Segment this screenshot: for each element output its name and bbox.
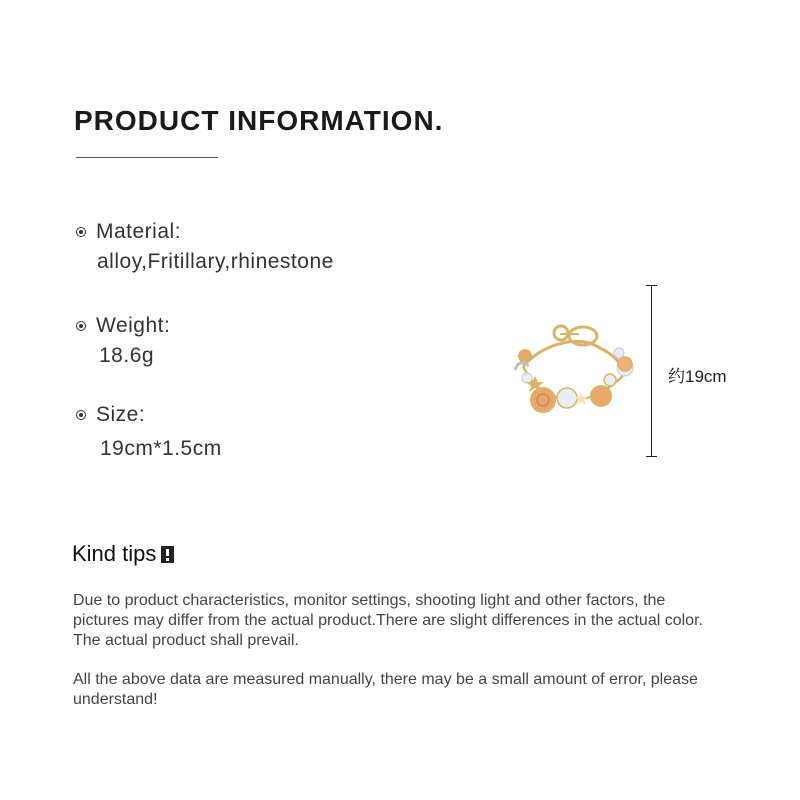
page-title: PRODUCT INFORMATION. — [74, 105, 444, 136]
spec-weight — [76, 312, 170, 368]
exclamation-icon — [161, 546, 174, 563]
spec-label: Material: — [96, 220, 182, 243]
bullet-icon — [76, 410, 86, 420]
tips-paragraph: All the above data are measured manually, there may be a small amount of error, please understand! — [73, 671, 698, 708]
bullet-icon — [76, 227, 86, 237]
spec-material — [76, 218, 334, 274]
measurement-line — [651, 285, 652, 457]
spec-label: Size: — [96, 403, 146, 426]
measurement-cap-top — [646, 285, 657, 286]
spec-value: alloy,Fritillary,rhinestone — [97, 250, 334, 273]
tips-paragraph: Due to product characteristics, monitor settings, shooting light and other factors, the pictures may differ from the actual product.There are slight differences in the actual color. The actual product shall prevail. — [73, 592, 703, 649]
bracelet-image — [505, 318, 645, 418]
measurement-label: 约19cm — [668, 367, 727, 386]
spec-label: Weight: — [96, 314, 171, 337]
kind-tips-label: Kind tips — [72, 541, 157, 566]
spec-size — [76, 401, 222, 461]
spec-value: 19cm*1.5cm — [100, 437, 222, 460]
kind-tips-title — [72, 541, 174, 567]
title-underline — [76, 157, 218, 158]
bullet-icon — [76, 321, 86, 331]
spec-value: 18.6g — [99, 344, 155, 367]
measurement-cap-bottom — [646, 456, 657, 457]
